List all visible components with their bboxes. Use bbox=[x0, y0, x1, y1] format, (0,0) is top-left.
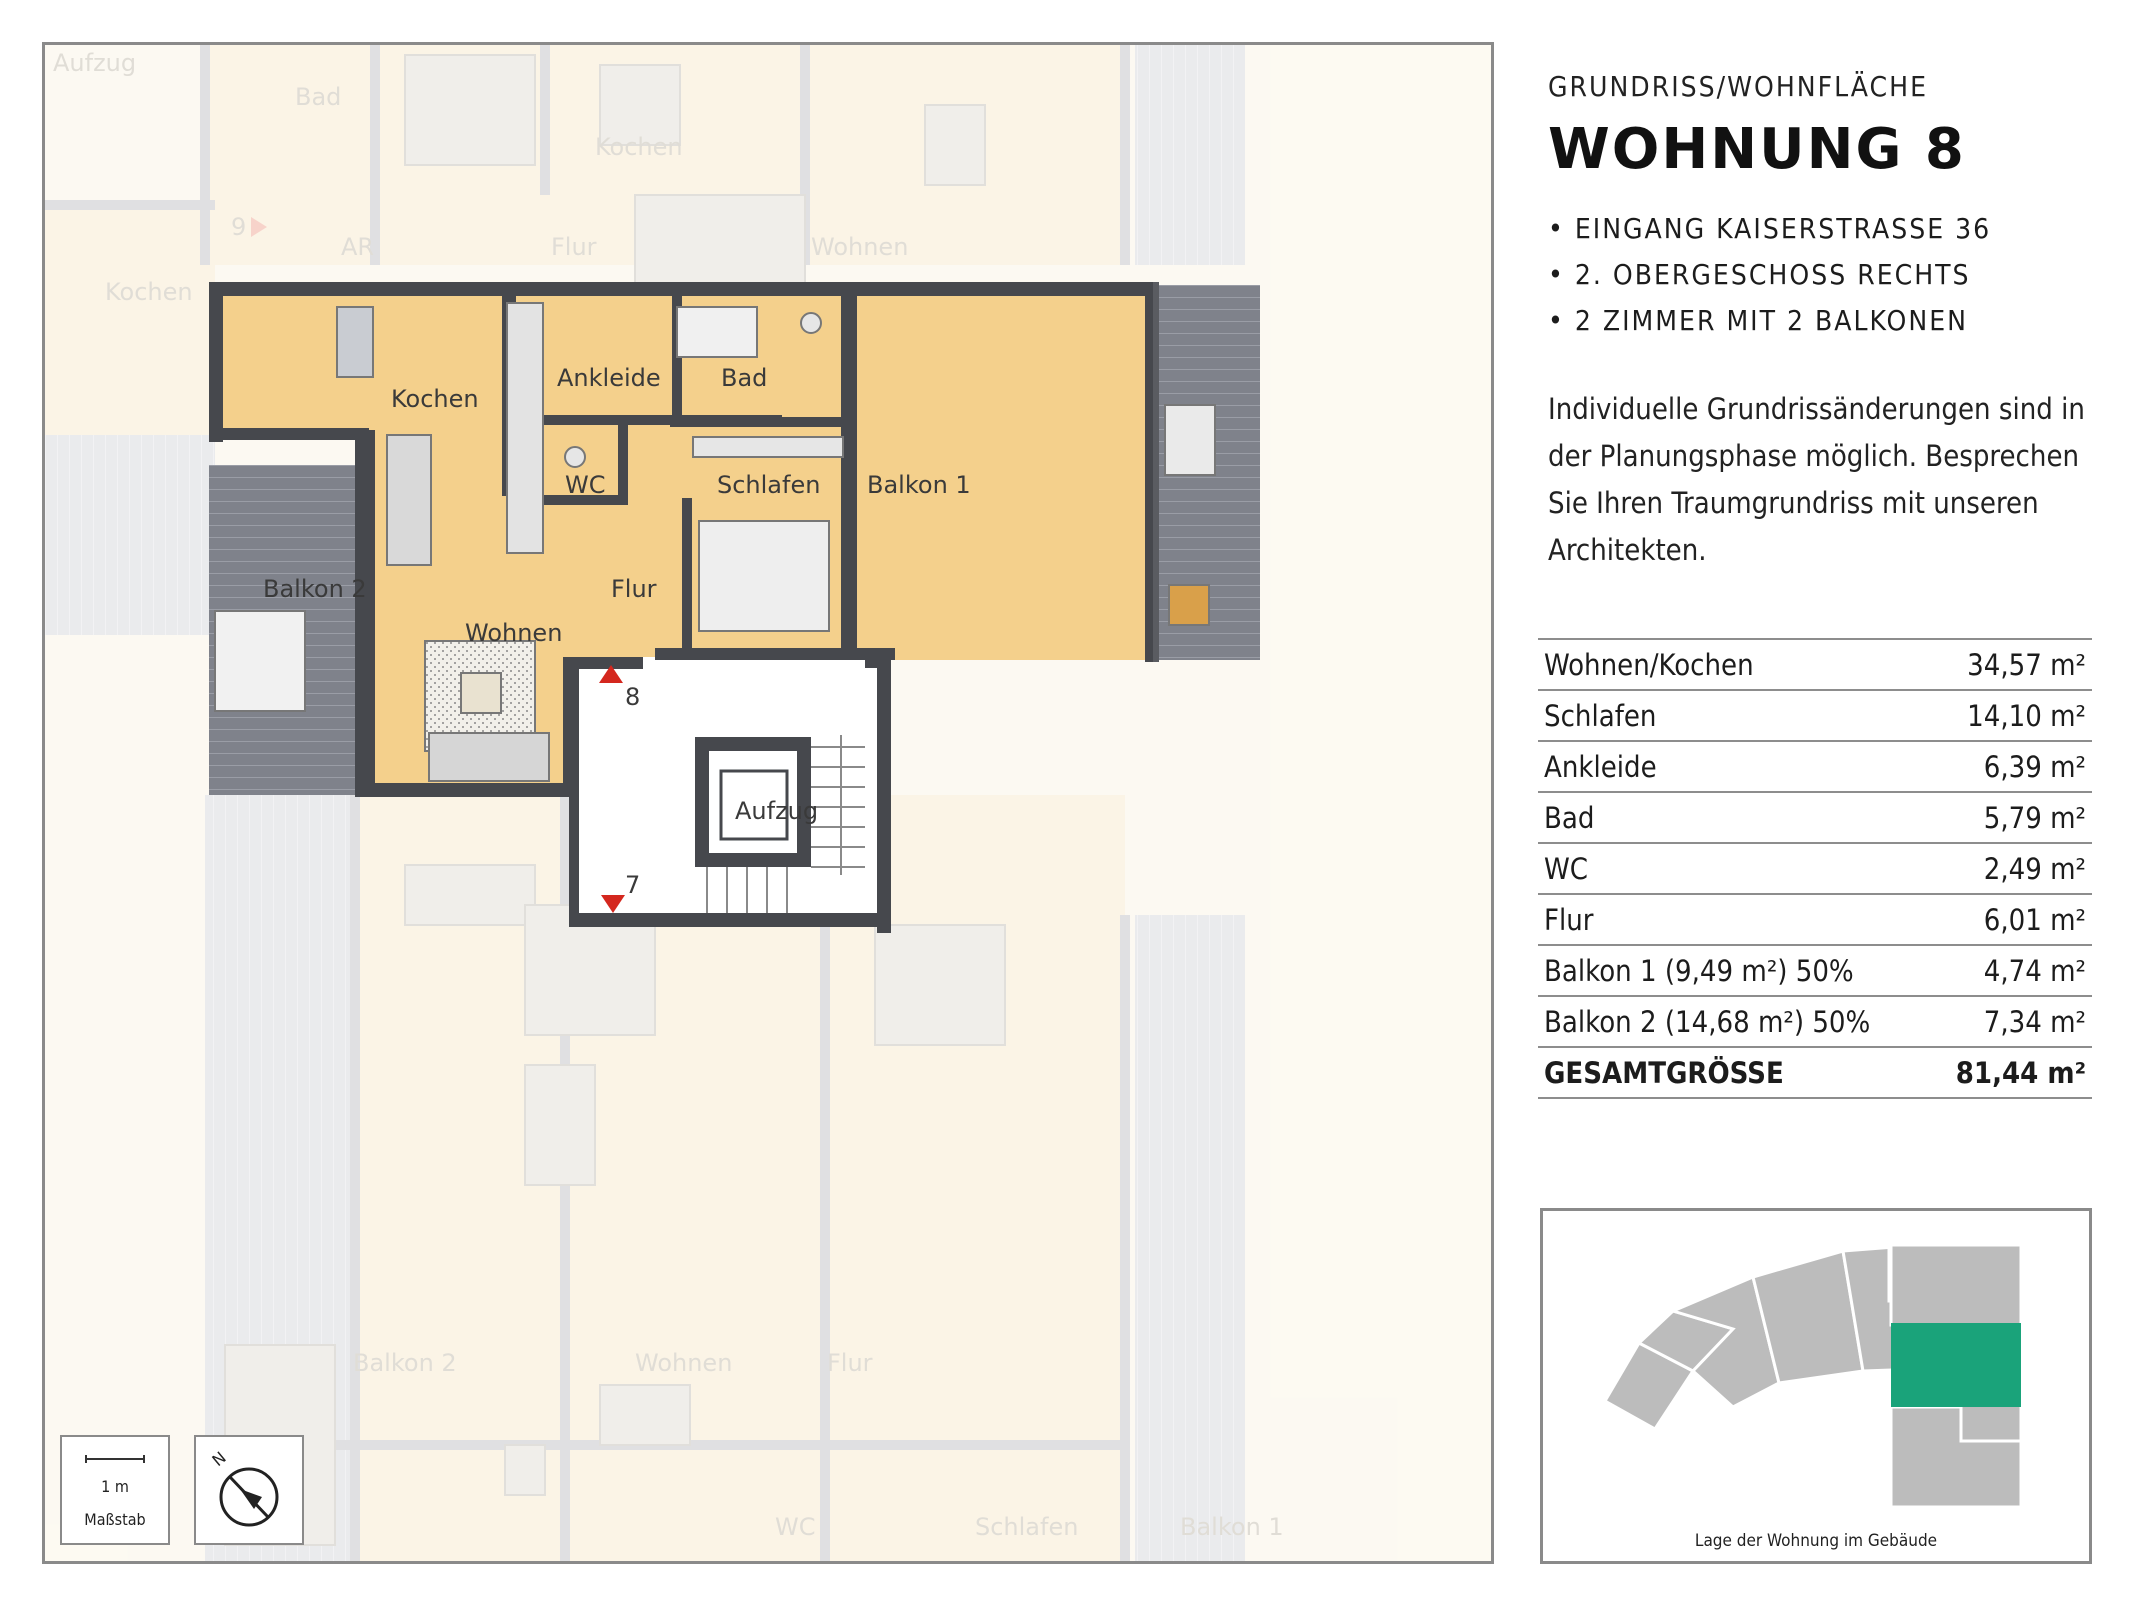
area-room: Flur bbox=[1538, 894, 1928, 945]
area-room: Wohnen/Kochen bbox=[1538, 639, 1928, 690]
room-label-schlafen: Schlafen bbox=[717, 471, 821, 499]
area-value: 2,49 m² bbox=[1928, 843, 2092, 894]
area-room: WC bbox=[1538, 843, 1928, 894]
area-value: 7,34 m² bbox=[1928, 996, 2092, 1047]
area-value: 5,79 m² bbox=[1928, 792, 2092, 843]
building-location-map bbox=[1540, 1208, 2092, 1564]
total-value: 81,44 m² bbox=[1928, 1047, 2092, 1098]
ghost-label-wohnen-bottom: Wohnen bbox=[635, 1349, 733, 1377]
area-room: Schlafen bbox=[1538, 690, 1928, 741]
page-subtitle: GRUNDRISS/WOHNFLÄCHE bbox=[1548, 70, 1928, 103]
compass bbox=[194, 1435, 304, 1545]
stair-down-number: 7 bbox=[625, 871, 641, 899]
table-row bbox=[1538, 894, 2092, 945]
total-row bbox=[1538, 1047, 2092, 1098]
feature-item: • 2. OBERGESCHOSS RECHTS bbox=[1548, 252, 2088, 298]
ghost-label-stair-9: 9 bbox=[231, 213, 247, 241]
ghost-label-flur-top: Flur bbox=[551, 233, 597, 261]
ghost-label-balkon1-bottom: Balkon 1 bbox=[1180, 1513, 1284, 1541]
scale-bar bbox=[85, 1455, 145, 1463]
ghost-label-flur-bottom: Flur bbox=[827, 1349, 873, 1377]
ghost-label-kochen-top: Kochen bbox=[595, 133, 683, 161]
area-room: Ankleide bbox=[1538, 741, 1928, 792]
room-label-flur: Flur bbox=[611, 575, 657, 603]
area-value: 6,39 m² bbox=[1928, 741, 2092, 792]
scale-distance: 1 m bbox=[101, 1477, 129, 1496]
table-row bbox=[1538, 996, 2092, 1047]
table-row bbox=[1538, 945, 2092, 996]
building-segment bbox=[1891, 1245, 2021, 1325]
area-value: 4,74 m² bbox=[1928, 945, 2092, 996]
compass-north-label: N bbox=[208, 1447, 230, 1471]
stair-up-number: 8 bbox=[625, 683, 641, 711]
room-label-wohnen: Wohnen bbox=[465, 619, 563, 647]
feature-item: • EINGANG KAISERSTRASSE 36 bbox=[1548, 206, 2088, 252]
ghost-label-wc-bottom: WC bbox=[775, 1513, 816, 1541]
location-caption: Lage der Wohnung im Gebäude bbox=[1694, 1531, 1938, 1551]
ghost-label-wohnen-top: Wohnen bbox=[811, 233, 909, 261]
ghost-label-kochen-left: Kochen bbox=[105, 278, 193, 306]
room-label-wc: WC bbox=[565, 471, 606, 499]
area-value: 14,10 m² bbox=[1928, 690, 2092, 741]
area-room: Balkon 1 (9,49 m²) 50% bbox=[1538, 945, 1928, 996]
apartment-highlight bbox=[1891, 1323, 2021, 1407]
table-row bbox=[1538, 792, 2092, 843]
floor-plan bbox=[42, 42, 1494, 1564]
scale-indicator bbox=[60, 1435, 170, 1545]
ghost-label-ar: AR bbox=[341, 233, 375, 261]
ghost-label-bad: Bad bbox=[295, 83, 342, 111]
room-label-ankleide: Ankleide bbox=[557, 364, 661, 392]
room-label-aufzug: Aufzug bbox=[735, 797, 819, 825]
table-row bbox=[1538, 690, 2092, 741]
room-label-balkon-1: Balkon 1 bbox=[867, 471, 971, 499]
ghost-label-aufzug: Aufzug bbox=[53, 49, 137, 77]
room-label-bad: Bad bbox=[721, 364, 768, 392]
description: Individuelle Grundrissänderungen sind in der Planungsphase möglich. Besprechen Sie Ihren Traumgrundriss mit unseren Architekten. bbox=[1548, 392, 2085, 567]
table-row bbox=[1538, 639, 2092, 690]
page-title: WOHNUNG 8 bbox=[1548, 117, 1966, 182]
table-row bbox=[1538, 843, 2092, 894]
total-label: GESAMTGRÖSSE bbox=[1538, 1047, 1928, 1098]
area-value: 34,57 m² bbox=[1928, 639, 2092, 690]
area-room: Bad bbox=[1538, 792, 1928, 843]
info-panel bbox=[1548, 70, 2088, 574]
scale-label: Maßstab bbox=[84, 1510, 146, 1529]
room-label-balkon-2: Balkon 2 bbox=[263, 575, 367, 603]
table-row bbox=[1538, 741, 2092, 792]
feature-list bbox=[1548, 206, 2088, 344]
area-value: 6,01 m² bbox=[1928, 894, 2092, 945]
room-label-kochen: Kochen bbox=[391, 385, 479, 413]
area-room: Balkon 2 (14,68 m²) 50% bbox=[1538, 996, 1928, 1047]
ghost-label-balkon2-bottom: Balkon 2 bbox=[353, 1349, 457, 1377]
feature-item: • 2 ZIMMER MIT 2 BALKONEN bbox=[1548, 298, 2088, 344]
area-table bbox=[1538, 638, 2092, 1099]
ghost-label-schlafen-bottom: Schlafen bbox=[975, 1513, 1079, 1541]
